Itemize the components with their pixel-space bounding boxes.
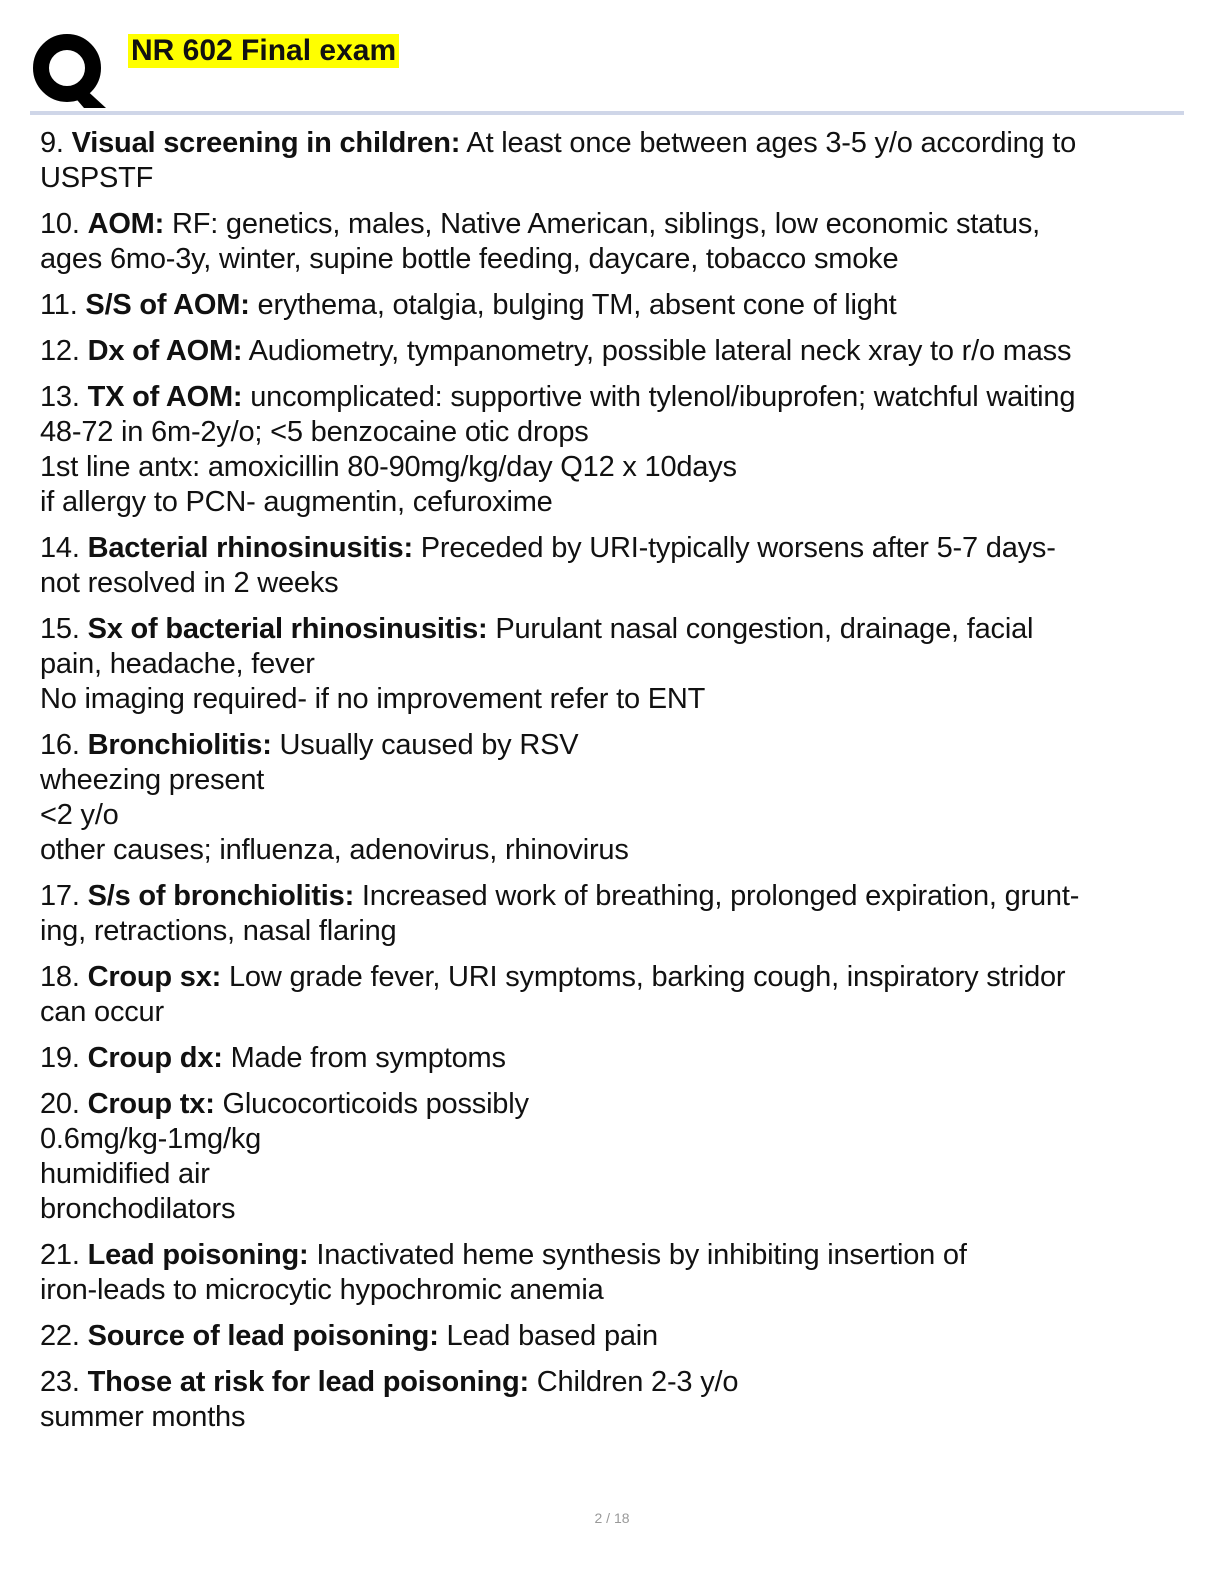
item-definition: Increased work of breathing, prolonged expiration, grunt- xyxy=(354,880,1080,912)
item-number: 15. xyxy=(40,613,80,645)
header-divider xyxy=(30,111,1184,115)
item-continuation-line: USPSTF xyxy=(40,162,154,194)
item-first-line xyxy=(40,334,1180,369)
item-continuation-line: pain, headache, fever xyxy=(40,648,315,680)
item-number: 22. xyxy=(40,1320,80,1352)
flashcard-list xyxy=(40,126,1180,1446)
flashcard-item xyxy=(40,288,1180,323)
item-number: 13. xyxy=(40,381,80,413)
item-first-line xyxy=(40,612,1180,647)
item-definition: At least once between ages 3-5 y/o according to xyxy=(460,127,1077,159)
item-continuation-line: bronchodilators xyxy=(40,1193,236,1225)
item-term: S/S of AOM: xyxy=(85,289,250,321)
item-number: 21. xyxy=(40,1239,80,1271)
item-definition: RF: genetics, males, Native American, siblings, low economic status, xyxy=(164,208,1040,240)
item-first-line xyxy=(40,1365,1180,1400)
item-number: 19. xyxy=(40,1042,80,1074)
item-term: Dx of AOM: xyxy=(87,335,243,367)
item-definition: Preceded by URI-typically worsens after 5-7 days- xyxy=(412,532,1056,564)
item-definition: Purulant nasal congestion, drainage, facial xyxy=(487,613,1034,645)
item-continuation-line: 48-72 in 6m-2y/o; <5 benzocaine otic drops xyxy=(40,416,589,448)
item-definition: Audiometry, tympanometry, possible lateral neck xray to r/o mass xyxy=(242,335,1072,367)
item-term: AOM: xyxy=(87,208,165,240)
item-term: Croup sx: xyxy=(87,961,222,993)
page-header xyxy=(30,28,1184,114)
item-continuation-line: other causes; influenza, adenovirus, rhinovirus xyxy=(40,834,629,866)
item-definition: Children 2-3 y/o xyxy=(528,1366,739,1398)
item-term: S/s of bronchiolitis: xyxy=(87,880,355,912)
item-term: Bacterial rhinosinusitis: xyxy=(87,532,413,564)
item-continuation-line: 1st line antx: amoxicillin 80-90mg/kg/day Q12 x 10days xyxy=(40,451,737,483)
item-term: Bronchiolitis: xyxy=(87,729,272,761)
item-definition: Made from symptoms xyxy=(222,1042,506,1074)
flashcard-item xyxy=(40,728,1180,868)
item-first-line xyxy=(40,1319,1180,1354)
item-continuation-line: if allergy to PCN- augmentin, cefuroxime xyxy=(40,486,553,518)
item-number: 16. xyxy=(40,729,80,761)
document-title: NR 602 Final exam xyxy=(128,34,399,68)
item-first-line xyxy=(40,728,1180,763)
item-term: Sx of bacterial rhinosinusitis: xyxy=(87,613,488,645)
flashcard-item xyxy=(40,207,1180,277)
item-number: 11. xyxy=(40,289,78,321)
page-number: 2 / 18 xyxy=(594,1510,630,1526)
item-first-line xyxy=(40,1238,1180,1273)
item-term: Lead poisoning: xyxy=(87,1239,309,1271)
item-continuation-line: ing, retractions, nasal flaring xyxy=(40,915,397,947)
q-logo-icon xyxy=(30,30,110,108)
item-number: 17. xyxy=(40,880,80,912)
item-first-line xyxy=(40,288,1180,323)
flashcard-item xyxy=(40,531,1180,601)
item-definition: Inactivated heme synthesis by inhibiting insertion of xyxy=(308,1239,967,1271)
item-first-line xyxy=(40,1087,1180,1122)
flashcard-item xyxy=(40,380,1180,520)
flashcard-item xyxy=(40,1319,1180,1354)
flashcard-item xyxy=(40,126,1180,196)
item-definition: Lead based pain xyxy=(438,1320,658,1352)
item-continuation-line: <2 y/o xyxy=(40,799,119,831)
item-definition: uncomplicated: supportive with tylenol/ibuprofen; watchful waiting xyxy=(242,381,1076,413)
item-continuation-line: not resolved in 2 weeks xyxy=(40,567,339,599)
item-number: 20. xyxy=(40,1088,80,1120)
item-definition: Usually caused by RSV xyxy=(271,729,579,761)
item-first-line xyxy=(40,126,1180,161)
item-continuation-line: iron-leads to microcytic hypochromic anemia xyxy=(40,1274,604,1306)
item-continuation-line: ages 6mo-3y, winter, supine bottle feeding, daycare, tobacco smoke xyxy=(40,243,899,275)
item-definition: erythema, otalgia, bulging TM, absent cone of light xyxy=(249,289,897,321)
flashcard-item xyxy=(40,960,1180,1030)
item-continuation-line: wheezing present xyxy=(40,764,265,796)
item-definition: Low grade fever, URI symptoms, barking cough, inspiratory stridor xyxy=(221,961,1066,993)
item-first-line xyxy=(40,1041,1180,1076)
item-continuation-line: can occur xyxy=(40,996,164,1028)
item-first-line xyxy=(40,879,1180,914)
item-term: Croup tx: xyxy=(87,1088,215,1120)
item-number: 18. xyxy=(40,961,80,993)
item-definition: Glucocorticoids possibly xyxy=(214,1088,529,1120)
flashcard-item xyxy=(40,612,1180,717)
flashcard-item xyxy=(40,1238,1180,1308)
flashcard-item xyxy=(40,1041,1180,1076)
item-number: 9. xyxy=(40,127,64,159)
item-continuation-line: No imaging required- if no improvement refer to ENT xyxy=(40,683,706,715)
item-first-line xyxy=(40,380,1180,415)
item-continuation-line: 0.6mg/kg-1mg/kg xyxy=(40,1123,262,1155)
item-number: 12. xyxy=(40,335,80,367)
item-term: TX of AOM: xyxy=(87,381,243,413)
item-number: 14. xyxy=(40,532,80,564)
item-term: Visual screening in children: xyxy=(71,127,461,159)
item-continuation-line: summer months xyxy=(40,1401,246,1433)
item-first-line xyxy=(40,960,1180,995)
item-term: Those at risk for lead poisoning: xyxy=(87,1366,529,1398)
item-number: 10. xyxy=(40,208,80,240)
item-first-line xyxy=(40,207,1180,242)
item-term: Croup dx: xyxy=(87,1042,223,1074)
flashcard-item xyxy=(40,334,1180,369)
flashcard-item xyxy=(40,1087,1180,1227)
flashcard-item xyxy=(40,879,1180,949)
item-term: Source of lead poisoning: xyxy=(87,1320,439,1352)
item-continuation-line: humidified air xyxy=(40,1158,210,1190)
item-number: 23. xyxy=(40,1366,80,1398)
flashcard-item xyxy=(40,1365,1180,1435)
item-first-line xyxy=(40,531,1180,566)
